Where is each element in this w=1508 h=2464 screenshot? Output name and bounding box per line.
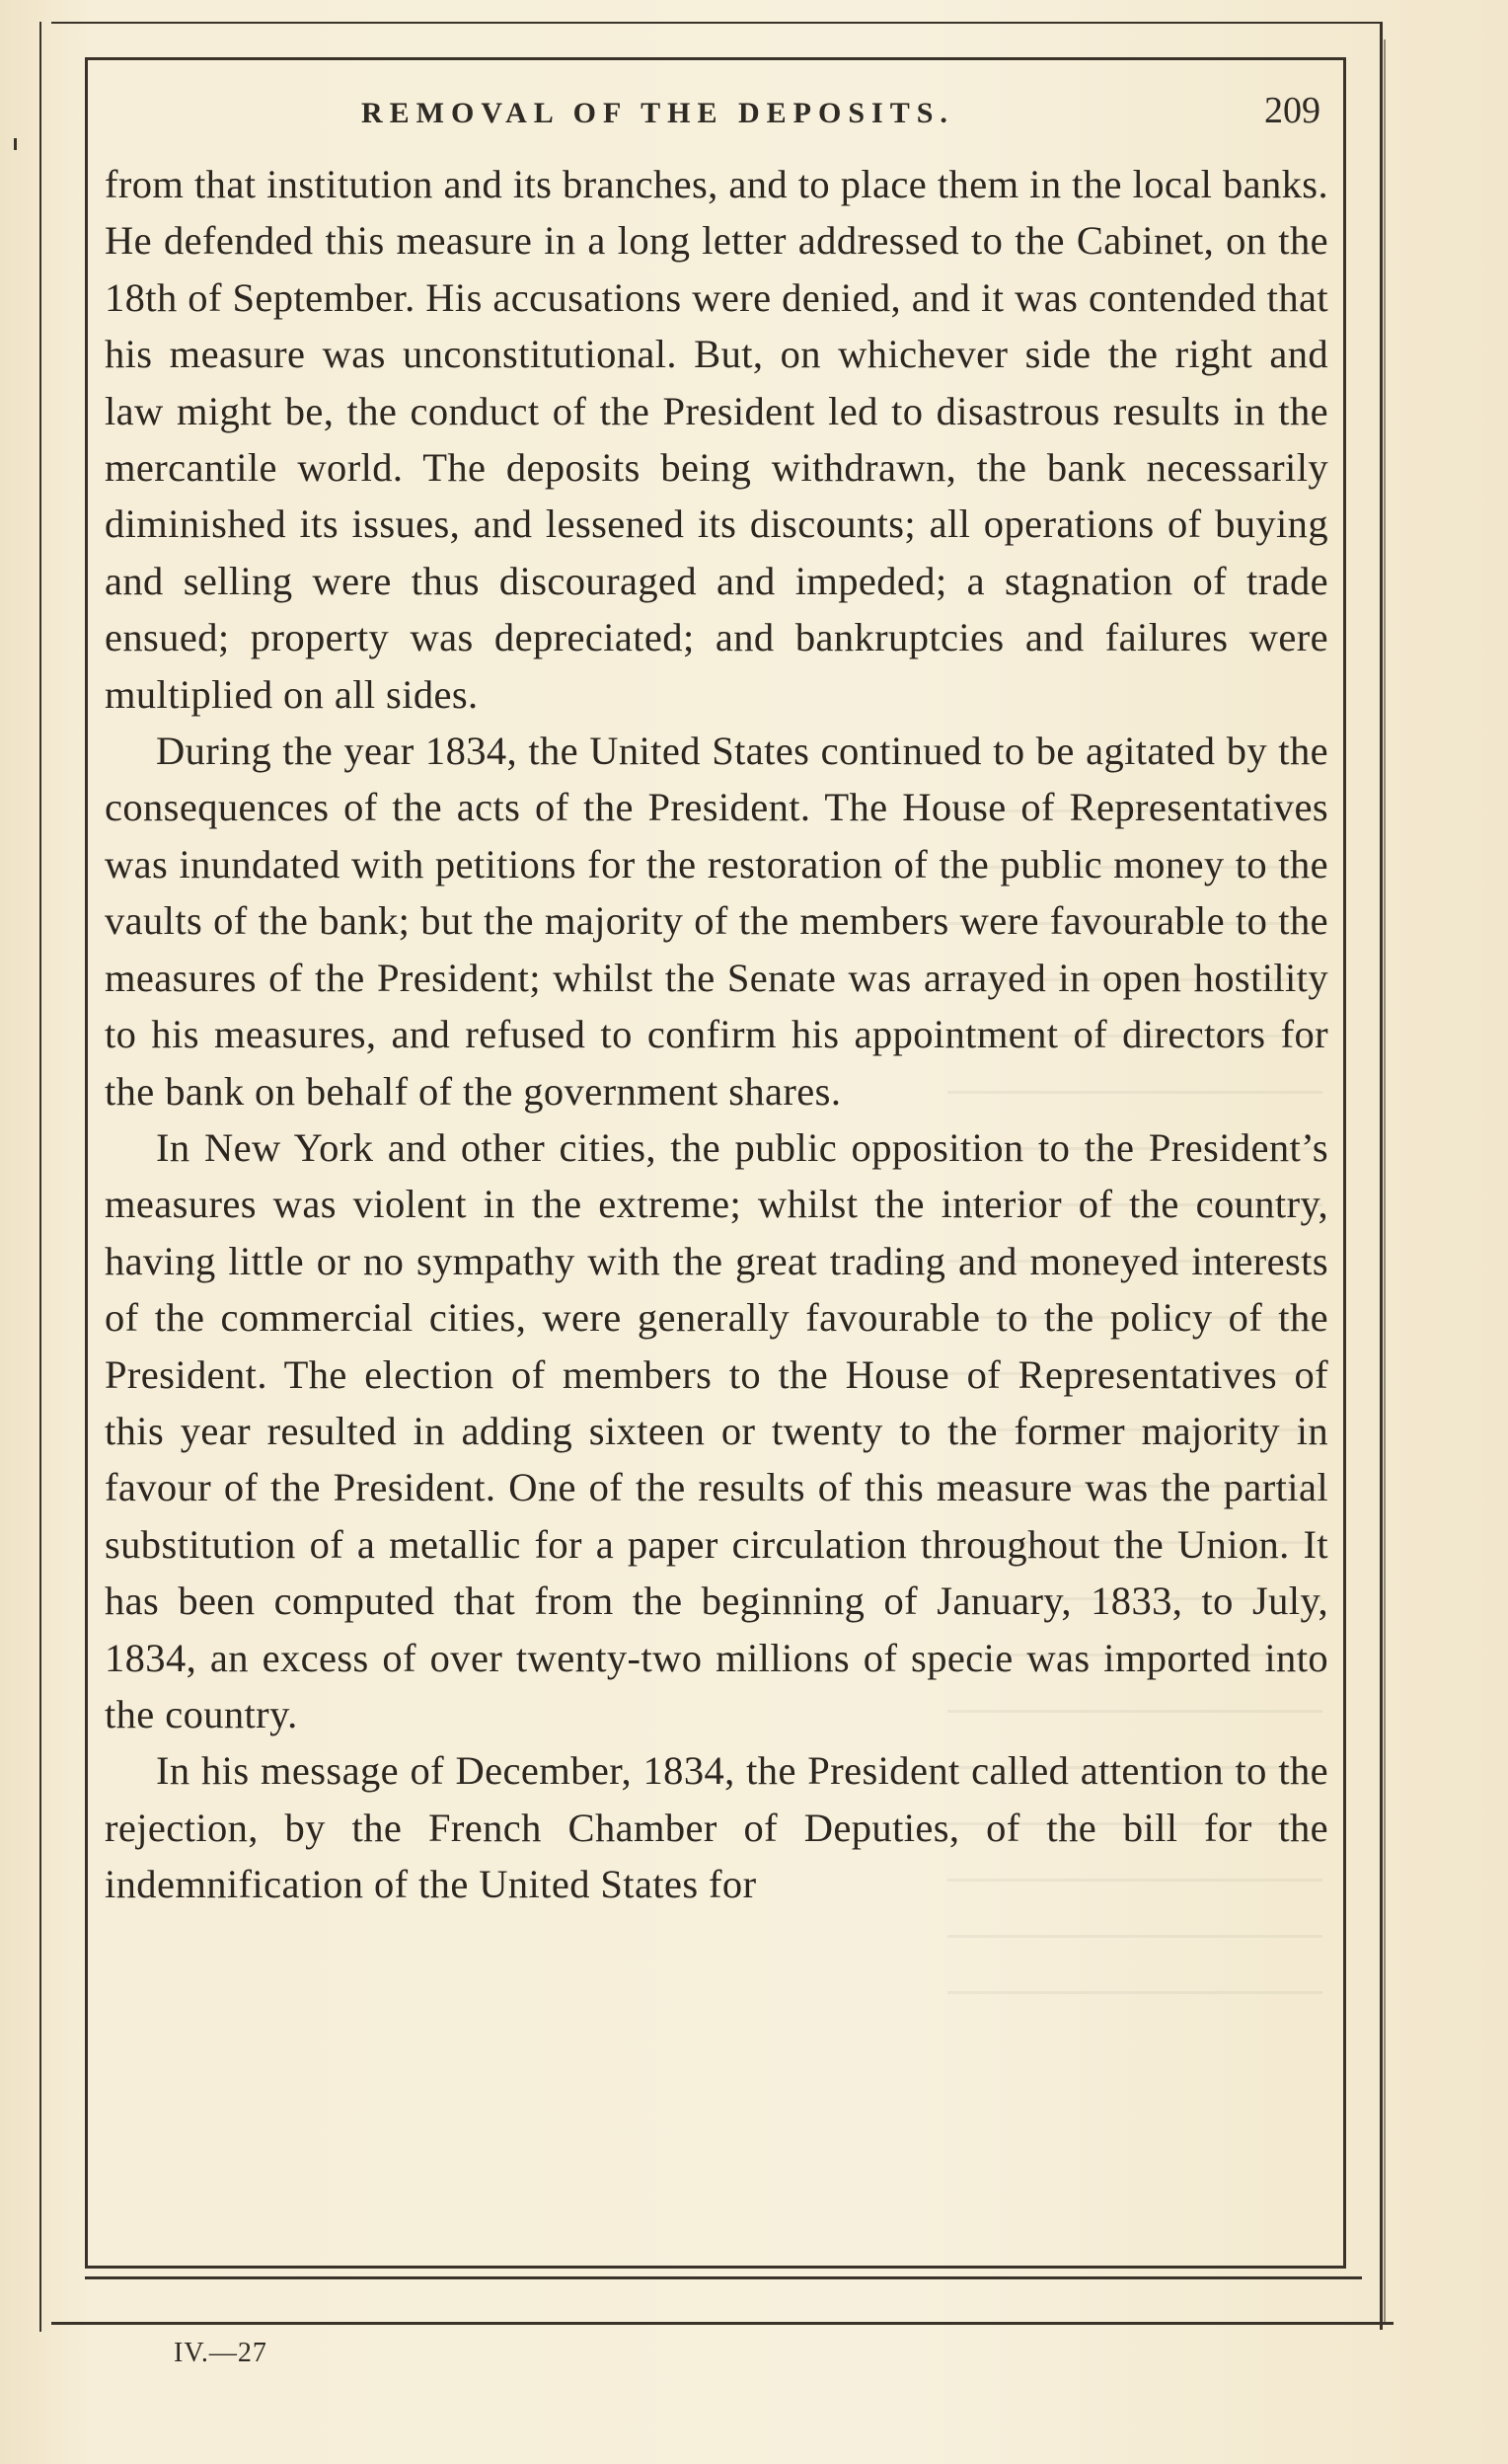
body-text — [105, 156, 1328, 1913]
text-frame-base-rule — [85, 2276, 1362, 2279]
running-head — [107, 89, 1330, 138]
paragraph: In New York and other cities, the public opposition to the President’s measures was violent in the extreme; whilst the interior of the country, having little or no sympathy with the great trading and moneyed interests of the commercial cities, were generally favourable to the policy of the President. The election of members to the House of Representatives of this year resulted in adding sixteen or twenty to the former majority in favour of the President. One of the results of this measure was the partial substitution of a metallic for a paper circulation throughout the Union. It has been computed that from the beginning of January, 1833, to July, 1834, an excess of over twenty-two millions of specie was imported into the country. — [105, 1124, 1328, 1736]
outer-bottom-rule — [51, 2322, 1394, 2325]
paragraph: In his message of December, 1834, the President called attention to the rejection, by the French Chamber of Deputies, of the bill for the indemnification of the United States for — [105, 1748, 1328, 1907]
outer-frame-left-rule — [39, 22, 41, 2332]
right-edge-rule — [1384, 39, 1386, 2322]
running-title: REMOVAL OF THE DEPOSITS. — [361, 97, 954, 129]
page-number: 209 — [1264, 90, 1320, 131]
paragraph-continued: from that institution and its branches, and to place them in the local banks. He defended this measure in a long letter addressed to the Cabinet, on the 18th of September. His accusations were denied, and it was contended that his measure was unconstitutional. But, on whichever side the right and law might be, the conduct of the President led to disastrous results in the mercantile world. The deposits being withdrawn, the bank necessarily diminished its issues, and lessened its discounts; all operations of buying and selling were thus discouraged and impeded; a stagnation of trade ensued; property was depreciated; and bankruptcies and failures were multiplied on all sides. — [105, 162, 1328, 717]
paragraph: During the year 1834, the United States continued to be agitated by the consequences of the acts of the President. The House of Representatives was inundated with petitions for the restoration of the public money to the vaults of the bank; but the majority of the members were favourable to the measures of the President; whilst the Senate was arrayed in open hostility to his measures, and refused to confirm his appointment of directors for the bank on behalf of the government shares. — [105, 729, 1328, 1114]
signature-mark: IV.—27 — [174, 2338, 267, 2368]
margin-mark — [14, 138, 17, 150]
